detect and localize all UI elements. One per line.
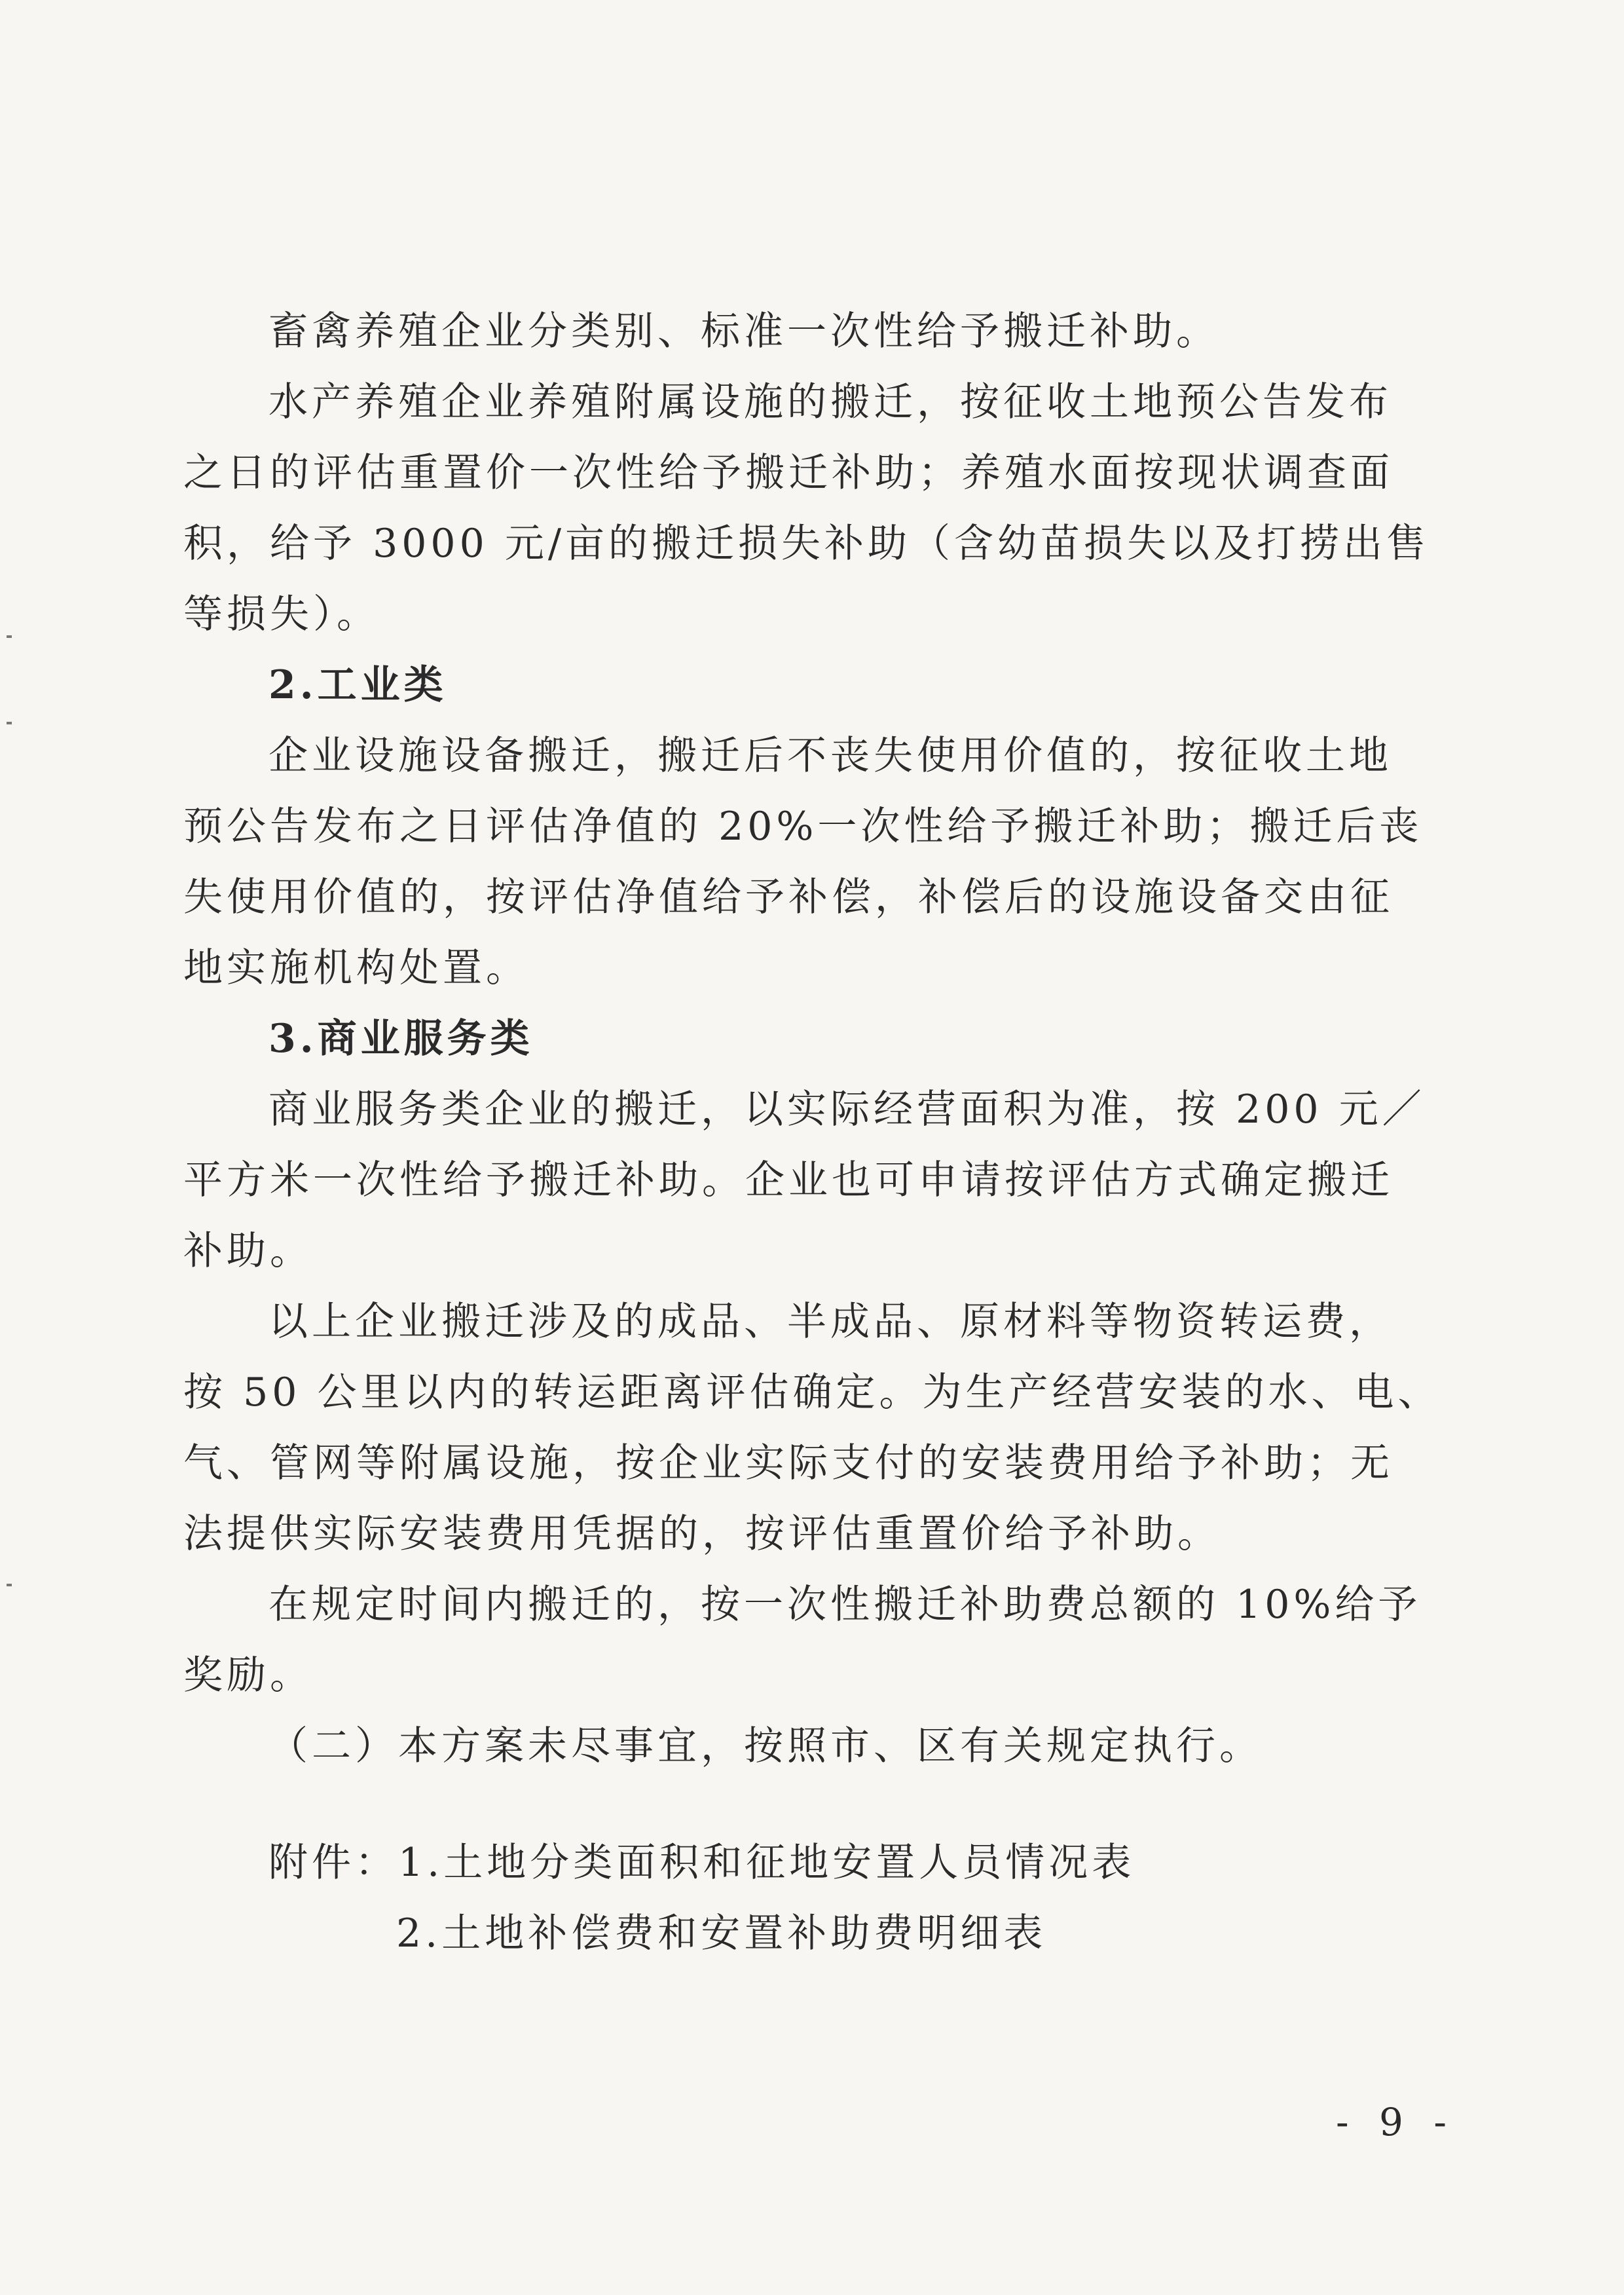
- paragraph-line: 地实施机构处置。: [183, 945, 529, 991]
- paragraph-line: 商业服务类企业的搬迁，以实际经营面积为准，按 200 元／: [268, 1087, 1426, 1132]
- page-number: - 9 -: [1336, 2100, 1456, 2144]
- scan-edge-mark: [7, 722, 12, 724]
- paragraph-line: 等损失）。: [183, 591, 380, 637]
- attachment-line-2: 2.土地补偿费和安置补助费明细表: [396, 1911, 1047, 1956]
- section-heading-industry: 2.工业类: [268, 662, 447, 708]
- paragraph-line: 水产养殖企业养殖附属设施的搬迁，按征收土地预公告发布: [268, 379, 1392, 425]
- paragraph-line: （二）本方案未尽事宜，按照市、区有关规定执行。: [268, 1723, 1263, 1769]
- attachment-line-1: 附件：1.土地分类面积和征地安置人员情况表: [268, 1840, 1135, 1886]
- paragraph-line: 在规定时间内搬迁的，按一次性搬迁补助费总额的 10%给予: [268, 1582, 1422, 1628]
- paragraph-line: 以上企业搬迁涉及的成品、半成品、原材料等物资转运费，: [268, 1299, 1392, 1345]
- paragraph-line: 畜禽养殖企业分类别、标准一次性给予搬迁补助。: [268, 308, 1219, 354]
- scan-edge-mark: [7, 635, 12, 638]
- paragraph-line: 按 50 公里以内的转运距离评估确定。为生产经营安装的水、电、: [183, 1370, 1441, 1415]
- paragraph-line: 预公告发布之日评估净值的 20%一次性给予搬迁补助；搬迁后丧: [183, 804, 1423, 849]
- paragraph-line: 失使用价值的，按评估净值给予补偿，补偿后的设施设备交由征: [183, 874, 1393, 920]
- paragraph-line: 补助。: [183, 1228, 313, 1274]
- paragraph-line: 法提供实际安装费用凭据的，按评估重置价给予补助。: [183, 1511, 1221, 1557]
- paragraph-line: 积，给予 3000 元/亩的搬迁损失补助（含幼苗损失以及打捞出售: [183, 521, 1430, 567]
- paragraph-line: 奖励。: [183, 1652, 313, 1698]
- paragraph-line: 气、管网等附属设施，按企业实际支付的安装费用给予补助；无: [183, 1440, 1393, 1486]
- paragraph-line: 企业设施设备搬迁，搬迁后不丧失使用价值的，按征收土地: [268, 733, 1392, 779]
- section-heading-commerce: 3.商业服务类: [268, 1016, 534, 1062]
- paragraph-line: 之日的评估重置价一次性给予搬迁补助；养殖水面按现状调查面: [183, 450, 1393, 496]
- paragraph-line: 平方米一次性给予搬迁补助。企业也可申请按评估方式确定搬迁: [183, 1157, 1393, 1203]
- scan-edge-mark: [7, 1584, 12, 1586]
